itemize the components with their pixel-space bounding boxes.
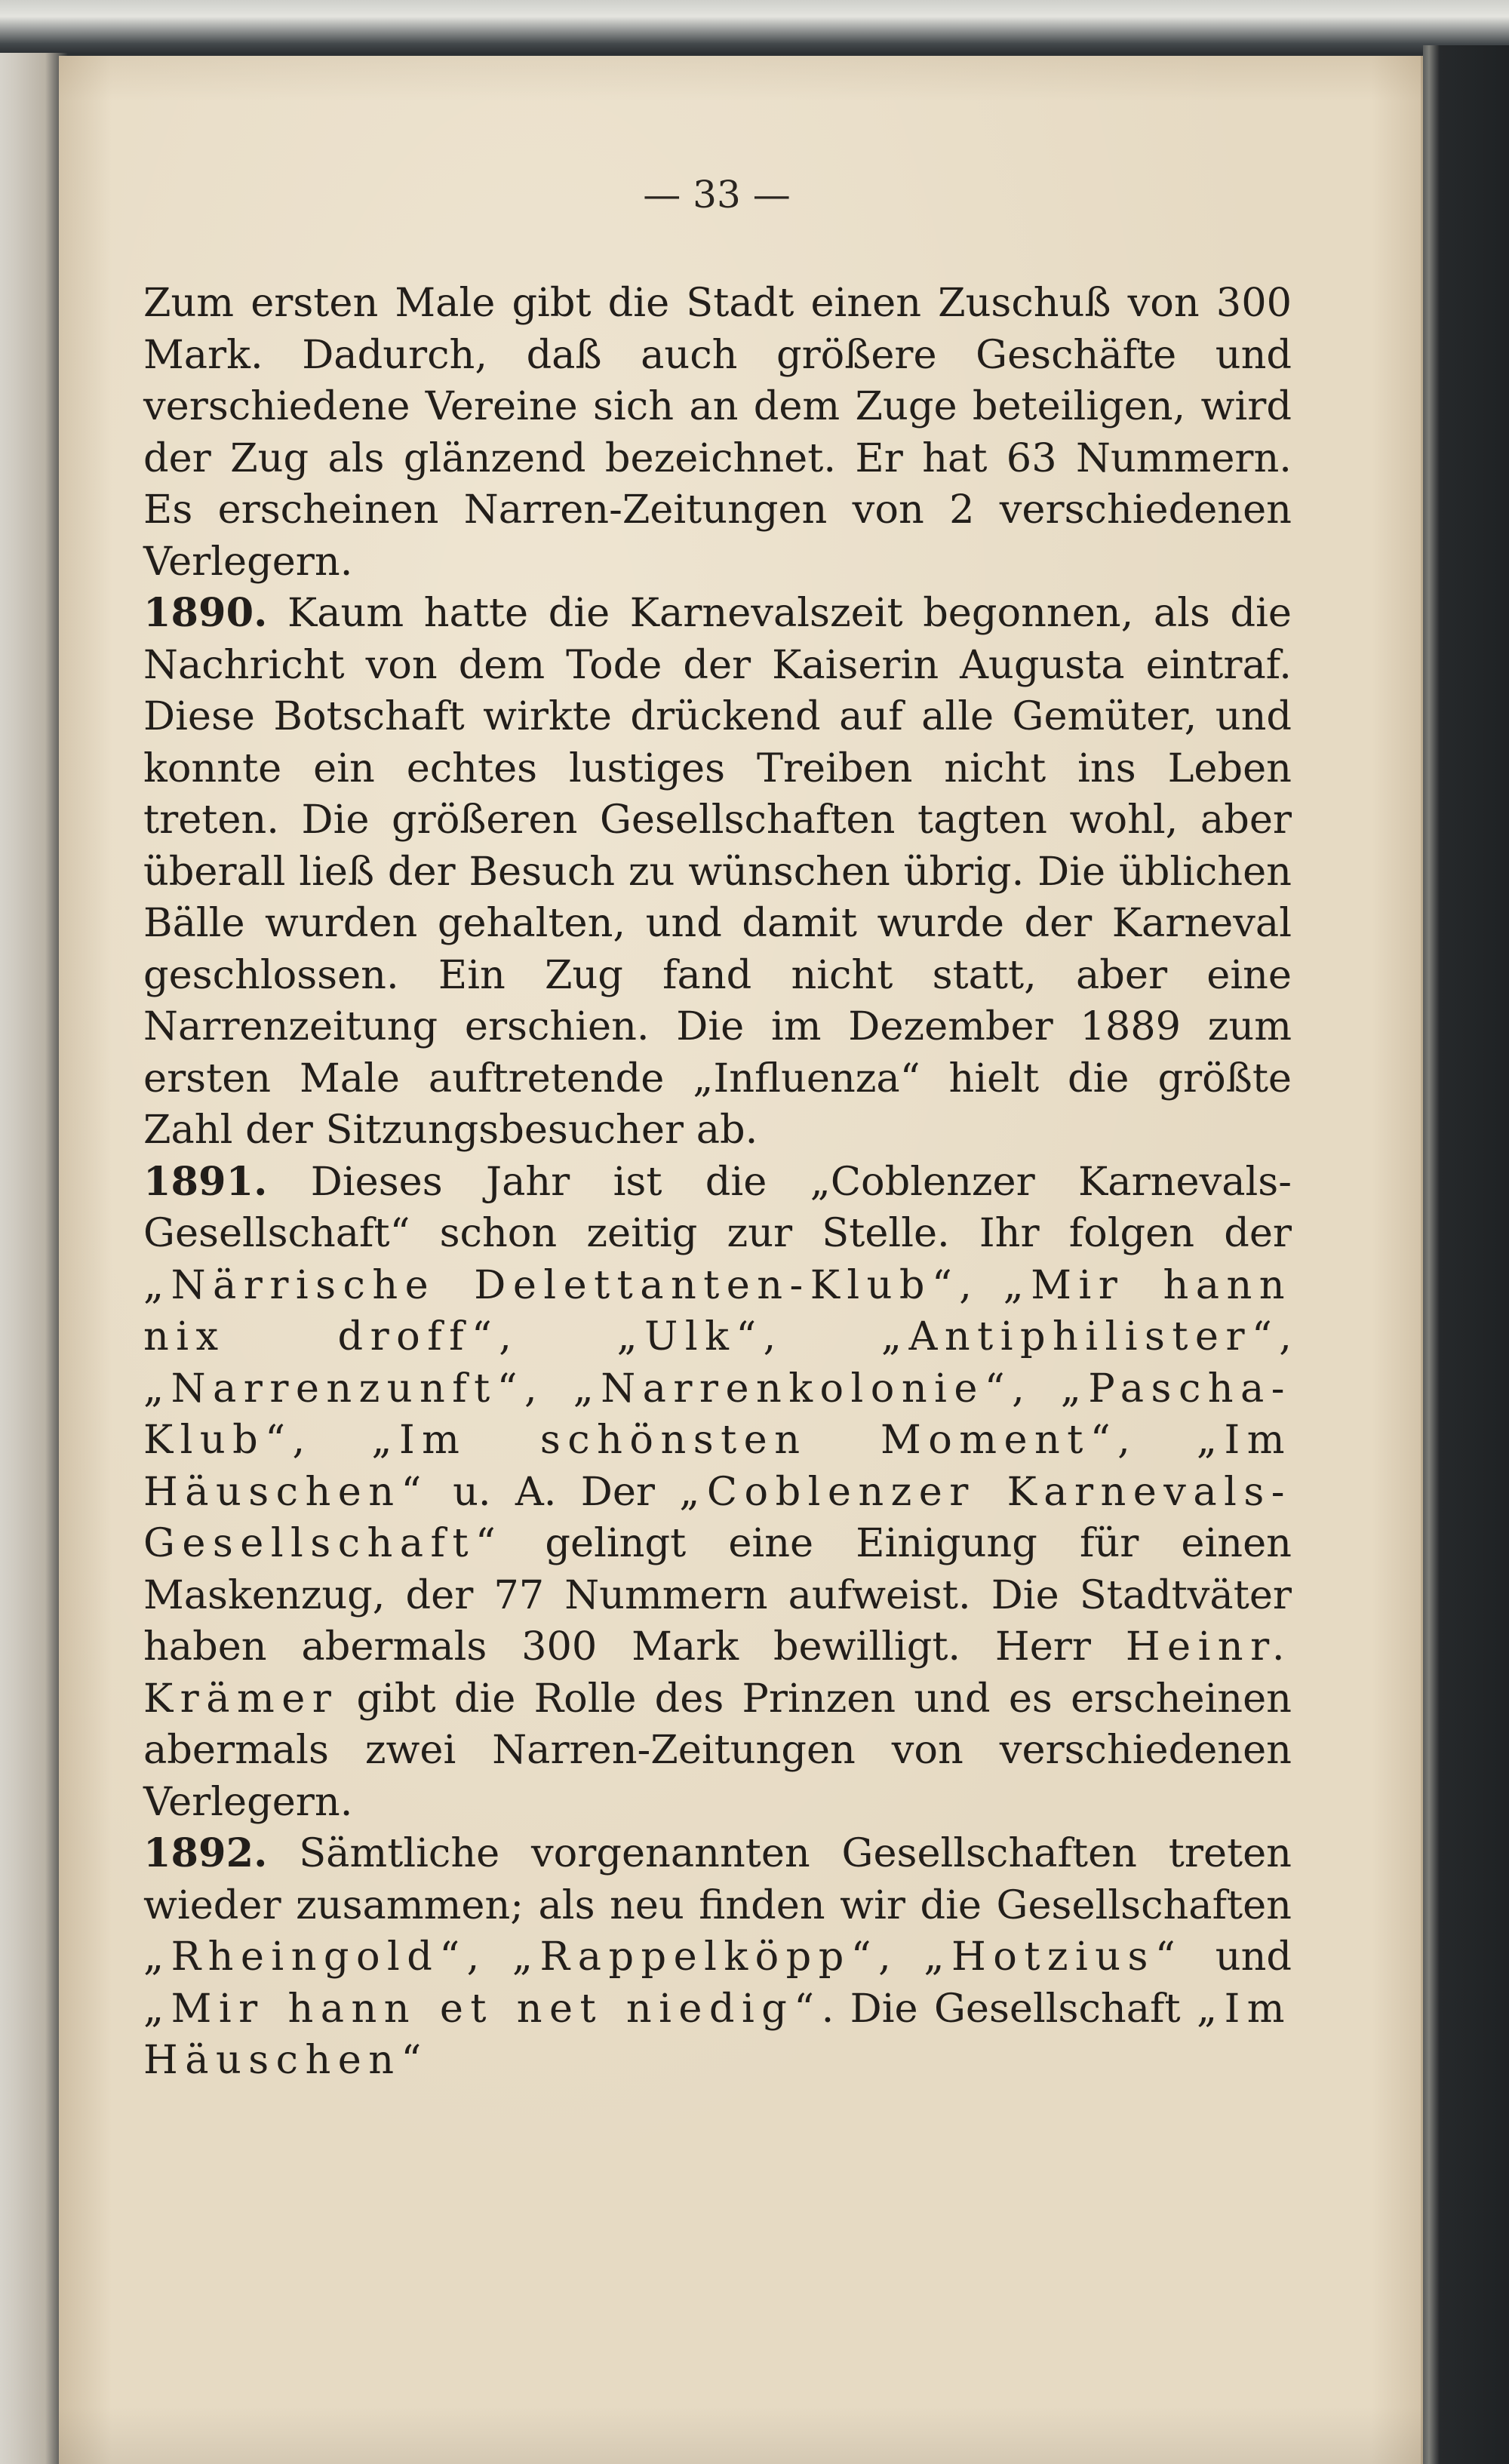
text-run: Sämtliche vorgenannten Gesellschaften treten wieder zusammen; als neu finden wir die Gesellschaften (143, 1830, 1292, 1928)
paragraph-1891 (143, 1157, 1292, 1829)
text-run: , (1279, 1313, 1292, 1360)
spaced-name: „Mir hann et net niedig“ (143, 1985, 822, 2032)
text-run: , (499, 1313, 617, 1360)
page-body-text (143, 278, 1292, 2087)
spaced-name: „Rappelköpp“ (512, 1934, 879, 1980)
paragraph-text (143, 1830, 1292, 2083)
page-number: — 33 — (643, 173, 791, 217)
text-run: , (466, 1934, 512, 1980)
year-heading: 1891. (143, 1158, 268, 1205)
spaced-name: „Narrenkolonie“ (573, 1365, 1013, 1412)
spaced-name: Heinr. Krämer (143, 1624, 1292, 1722)
paragraph-text: Kaum hatte die Karnevalszeit begonnen, als die Nachricht von dem Tode der Kaiserin Augusta eintraf. Diese Botschaft wirkte drückend auf alle Gemüter, und konnte ein echtes lustiges Treiben nicht ins Leben treten. Die größeren Gesellschaften tagten wohl, aber überall ließ der Besuch zu wünschen übrig. Die üblichen Bälle wurden gehalten, und damit wurde der Karneval geschlossen. Ein Zug fand nicht statt, aber eine Narrenzeitung erschien. Die im Dezember 1889 zum ersten Male auftretende „Influenza“ hielt die größte Zahl der Sitzungsbesucher ab. (143, 590, 1292, 1153)
spaced-name: „Mir hann nix droff“ (143, 1261, 1292, 1360)
spaced-name: „Ulk“ (616, 1313, 764, 1360)
spaced-name: „Narrenzunft“ (143, 1365, 525, 1412)
spaced-name: „Närrische Delettanten-Klub“ (143, 1261, 960, 1308)
spaced-name: „Antiphilister“ (881, 1313, 1280, 1360)
text-run: , (292, 1417, 372, 1463)
text-run: , (1117, 1417, 1197, 1463)
paragraph-text: Zum ersten Male gibt die Stadt einen Zuschuß von 300 Mark. Dadurch, daß auch größere Geschäfte und verschiedene Vereine sich an dem Zuge beteiligen, wird der Zug als glänzend bezeichnet. Er hat 63 Nummern. Es erscheinen Narren-Zeitungen von 2 verschiedenen Verlegern. (143, 280, 1292, 585)
spaced-name: „Im schönsten Moment“ (371, 1417, 1118, 1463)
spaced-name: „Hotzius“ (924, 1934, 1183, 1980)
text-run: u. A. Der (428, 1468, 680, 1515)
spaced-name: „Rheingold“ (143, 1934, 467, 1980)
text-run: , (878, 1934, 924, 1980)
text-run: , (1012, 1365, 1061, 1412)
paragraph-1892 (143, 1828, 1292, 2087)
text-run: . Die Gesellschaft (821, 1985, 1197, 2032)
spaced-name: „Coblenzer Karnevals-Gesellschaft“ (143, 1468, 1292, 1566)
text-run: gelingt eine Einigung für einen Maskenzug, der 77 Nummern aufweist. Die Stadtväter haben abermals 300 Mark bewilligt. Herr (143, 1520, 1292, 1670)
text-run: , (524, 1365, 573, 1412)
text-run: und (1182, 1934, 1292, 1980)
paragraph-continuation (143, 278, 1292, 588)
paragraph-1890 (143, 588, 1292, 1157)
paragraph-text (143, 1159, 1292, 1825)
top-book-edge (0, 0, 1509, 53)
year-heading: 1890. (143, 590, 268, 636)
spaced-name: „Im Häuschen“ (143, 1417, 1292, 1515)
book-cover-edge (1423, 45, 1509, 2464)
text-run: , (959, 1261, 1003, 1308)
text-run: gibt die Rolle des Prinzen und es erscheinen abermals zwei Narren-Zeitungen von verschiedenen Verlegern. (143, 1675, 1292, 1825)
spaced-name: „Im Häuschen“ (143, 1985, 1292, 2083)
text-run: Dieses Jahr ist die „Coblenzer Karnevals-Gesellschaft“ schon zeitig zur Stelle. Ihr folgen der (143, 1158, 1292, 1256)
year-heading: 1892. (143, 1830, 268, 1876)
page-bottom-shading (59, 2407, 1423, 2464)
spaced-name: „Pascha-Klub“ (143, 1365, 1292, 1463)
text-run: , (763, 1313, 881, 1360)
